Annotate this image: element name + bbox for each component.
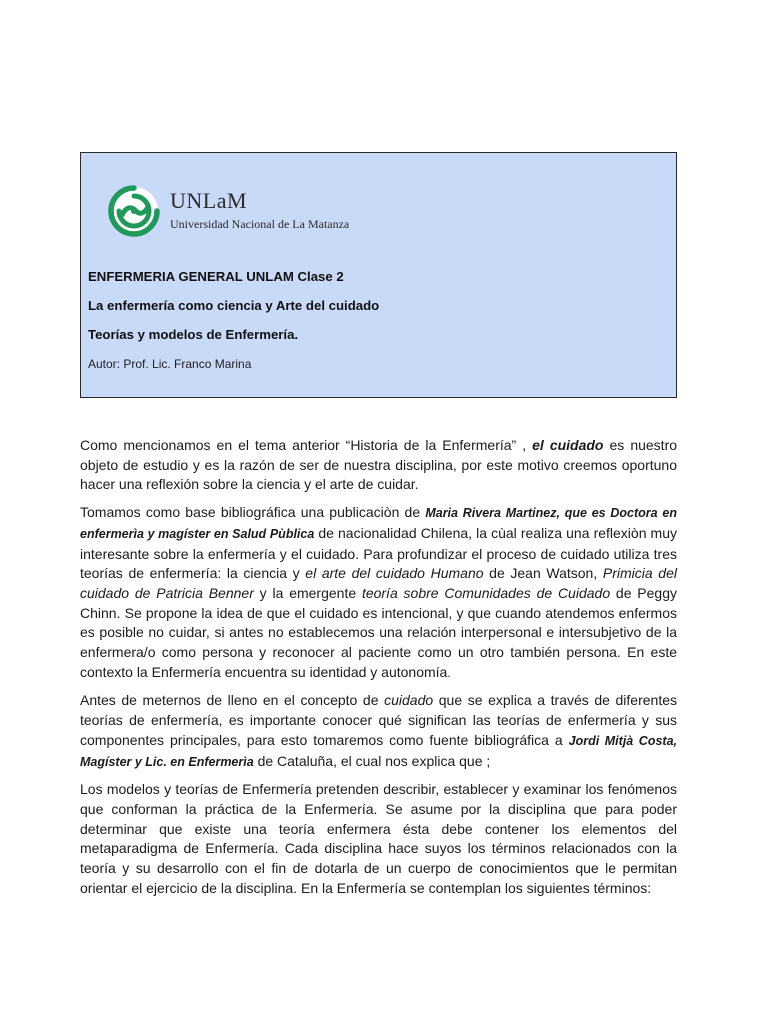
- logo-subtitle: Universidad Nacional de La Matanza: [170, 217, 350, 231]
- text-run: Tomamos como base bibliográfica una publicaciòn de: [80, 504, 426, 521]
- theory-reference: Primicia del cuidado de Patricia Benner: [80, 565, 677, 601]
- text-run: es nuestro objeto de estudio y es la razón de ser de nuestra disciplina, por este motivo creemos oportuno hacer una reflexión sobre la ciencia y el arte de cuidar.: [80, 437, 678, 493]
- author-line: Autor: Prof. Lic. Franco Marina: [88, 357, 252, 371]
- text-run: Antes de meternos de lleno en el concepto de: [80, 692, 385, 709]
- lesson-topic: Teorías y modelos de Enfermería.: [88, 327, 299, 342]
- text-run: .: [447, 665, 451, 680]
- unlam-logo-icon: [108, 185, 160, 237]
- theory-reference: teoría sobre Comunidades de Cuidado: [361, 584, 611, 601]
- text-run: que se explica a través de diferentes teorías de enfermería, es importante conocer qué significan las teorías de enfermería y sus componentes principales, para esto tomaremos como fuente bibliográfica a: [80, 692, 678, 748]
- paragraph-2: [80, 503, 677, 683]
- text-run: y la emergente: [253, 584, 362, 601]
- emphasis-text: cuidado: [384, 692, 434, 709]
- author-reference: Maria Rivera Martinez, que es Doctora en enfermerìa y magíster en Salud Pùblica: [80, 506, 677, 541]
- document-body: [80, 436, 677, 906]
- emphasis-text: el cuidado: [532, 437, 604, 453]
- text-run: de nacionalidad Chilena, la cùal realiza una reflexiòn muy interesante sobre la enfermería y el cuidado. Para profundizar el proceso de cuidado utiliza tres teorías de enfermería: la ciencia y: [80, 524, 677, 582]
- course-title: ENFERMERIA GENERAL UNLAM Clase 2: [88, 269, 344, 284]
- text-run: de Jean Watson,: [483, 565, 603, 582]
- text-run: Como mencionamos en el tema anterior “Historia de la Enfermería” ,: [80, 437, 533, 453]
- university-logo: [108, 185, 349, 237]
- course-header-box: [80, 152, 677, 398]
- paragraph-1: [80, 436, 677, 495]
- text-run: de Peggy Chinn. Se propone la idea de que el cuidado es intencional, y que cuando atendemos enfermos es posible no cuidar, si antes no establecemos una relación interpersonal e intersubjetivo de la enfermera/o como persona y reconocer al paciente como un otro también persona. En este contexto la Enfermería encuentra su identidad y autonomía: [80, 584, 677, 680]
- paragraph-4: Los modelos y teorías de Enfermería pretenden describir, establecer y examinar los fenómenos que conforman la práctica de la Enfermería. Se asume por la disciplina que para poder determinar que existe una teoría enfermera ésta debe contener los elementos del metaparadigma de Enfermería. Cada disciplina hace suyos los términos relacionados con la teoría y su desarrollo con el fin de dotarla de un cuerpo de conocimientos que le permitan orientar el ejercicio de la disciplina. En la Enfermería se contemplan los siguientes términos:: [80, 781, 677, 896]
- paragraph-3: [80, 691, 677, 772]
- theory-reference: el arte del cuidado Humano: [305, 565, 484, 582]
- author-reference: Jordi Mitjà Costa, Magíster y Lic. en Enfermerìa: [80, 733, 677, 769]
- text-run: de Cataluña, el cual nos explica que ;: [253, 752, 491, 769]
- lesson-subtitle: La enfermería como ciencia y Arte del cuidado: [88, 298, 380, 313]
- logo-name: UNLaM: [170, 188, 248, 213]
